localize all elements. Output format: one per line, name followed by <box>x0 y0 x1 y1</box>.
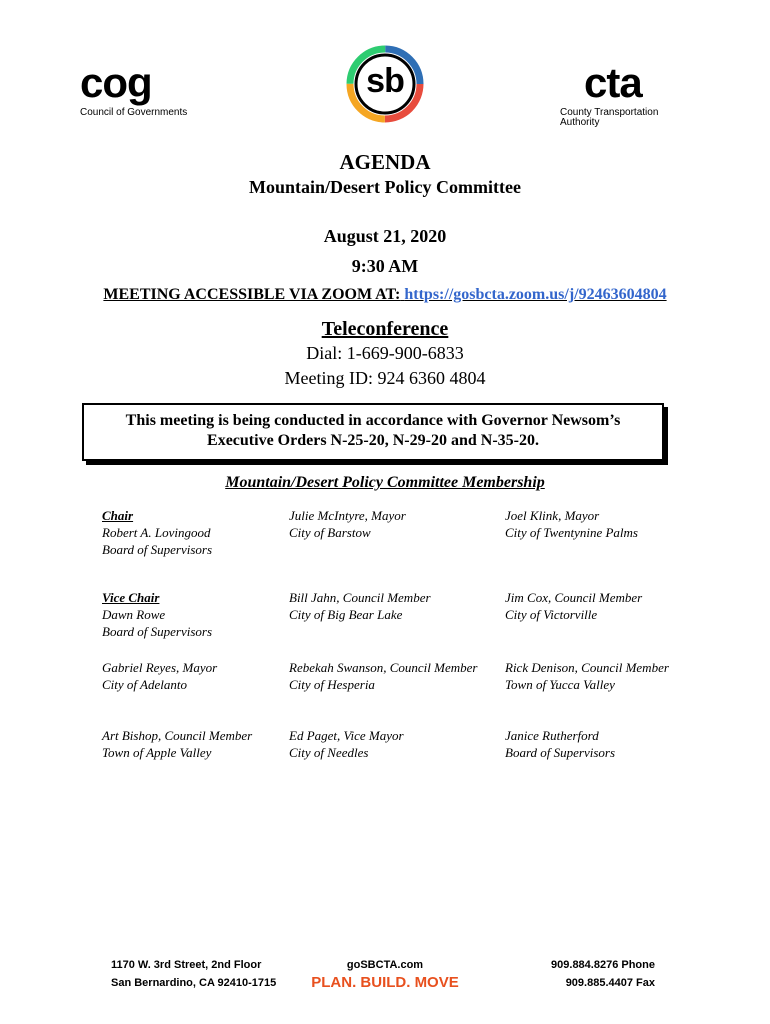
cta-logo-subtitle: County Transportation Authority <box>560 107 659 128</box>
member-role-chair: Chair <box>102 508 134 523</box>
sb-logo-text: sb <box>366 62 404 100</box>
footer-slogan: PLAN. BUILD. MOVE <box>311 974 459 991</box>
member-name: Dawn Rowe <box>102 607 166 622</box>
member-entry <box>289 507 406 541</box>
cog-logo <box>80 59 188 118</box>
member-org: Board of Supervisors <box>102 542 213 557</box>
notice-line-2: Executive Orders N-25-20, N-29-20 and N-35-20. <box>207 432 539 449</box>
member-org: City of Needles <box>289 745 369 760</box>
cta-logo-text: cta <box>584 59 642 106</box>
meeting-time: 9:30 AM <box>351 256 419 276</box>
member-org: City of Victorville <box>505 607 598 622</box>
member-entry <box>289 589 431 623</box>
footer-address-2: San Bernardino, CA 92410-1715 <box>111 977 277 989</box>
dial-number: Dial: 1-669-900-6833 <box>306 343 464 363</box>
membership-heading: Mountain/Desert Policy Committee Membership <box>225 474 545 491</box>
member-org: City of Hesperia <box>289 677 375 692</box>
member-role-vice-chair: Vice Chair <box>102 590 160 605</box>
cog-logo-text: cog <box>80 59 152 106</box>
footer-address-1: 1170 W. 3rd Street, 2nd Floor <box>111 959 262 971</box>
member-entry <box>505 659 669 693</box>
member-entry <box>102 659 217 693</box>
member-name: Robert A. Lovingood <box>102 525 211 540</box>
member-name: Julie McIntyre, Mayor <box>289 508 406 523</box>
sb-logo <box>345 44 425 124</box>
member-name: Janice Rutherford <box>505 728 599 743</box>
meeting-date: August 21, 2020 <box>323 226 447 246</box>
notice-box <box>82 403 664 461</box>
member-name: Gabriel Reyes, Mayor <box>102 660 218 675</box>
member-org: City of Twentynine Palms <box>505 525 638 540</box>
notice-line-1: This meeting is being conducted in accordance with Governor Newsom’s <box>125 412 621 429</box>
cog-logo-subtitle: Council of Governments <box>80 107 188 118</box>
member-vice-chair <box>102 589 212 640</box>
meeting-id: Meeting ID: 924 6360 4804 <box>284 368 486 388</box>
zoom-link[interactable]: https://gosbcta.zoom.us/j/92463604804 <box>404 286 667 303</box>
member-entry <box>289 659 477 693</box>
member-org: City of Barstow <box>289 525 371 540</box>
member-name: Rebekah Swanson, Council Member <box>289 660 478 675</box>
member-org: Town of Yucca Valley <box>505 677 615 692</box>
member-entry <box>102 727 252 761</box>
zoom-label: MEETING ACCESSIBLE VIA ZOOM AT: <box>103 286 401 303</box>
member-entry <box>505 727 615 761</box>
cta-logo <box>560 59 700 128</box>
member-chair <box>102 507 212 558</box>
member-org: Board of Supervisors <box>102 624 213 639</box>
member-name: Jim Cox, Council Member <box>505 590 643 605</box>
member-org: City of Big Bear Lake <box>289 607 403 622</box>
zoom-line <box>0 286 770 304</box>
member-name: Art Bishop, Council Member <box>102 728 253 743</box>
member-entry <box>505 589 642 623</box>
footer-website[interactable]: goSBCTA.com <box>346 959 424 971</box>
footer-phone: 909.884.8276 Phone <box>551 959 655 971</box>
footer-fax: 909.885.4407 Fax <box>565 977 655 989</box>
teleconference-heading: Teleconference <box>321 318 449 340</box>
member-name: Ed Paget, Vice Mayor <box>289 728 404 743</box>
member-org: City of Adelanto <box>102 677 187 692</box>
agenda-title: AGENDA <box>339 150 431 174</box>
member-name: Bill Jahn, Council Member <box>289 590 431 605</box>
member-org: Board of Supervisors <box>505 745 616 760</box>
member-entry <box>505 507 638 541</box>
member-name: Rick Denison, Council Member <box>505 660 669 675</box>
committee-name: Mountain/Desert Policy Committee <box>249 177 521 197</box>
member-entry <box>289 727 404 761</box>
member-name: Joel Klink, Mayor <box>505 508 600 523</box>
member-org: Town of Apple Valley <box>102 745 212 760</box>
